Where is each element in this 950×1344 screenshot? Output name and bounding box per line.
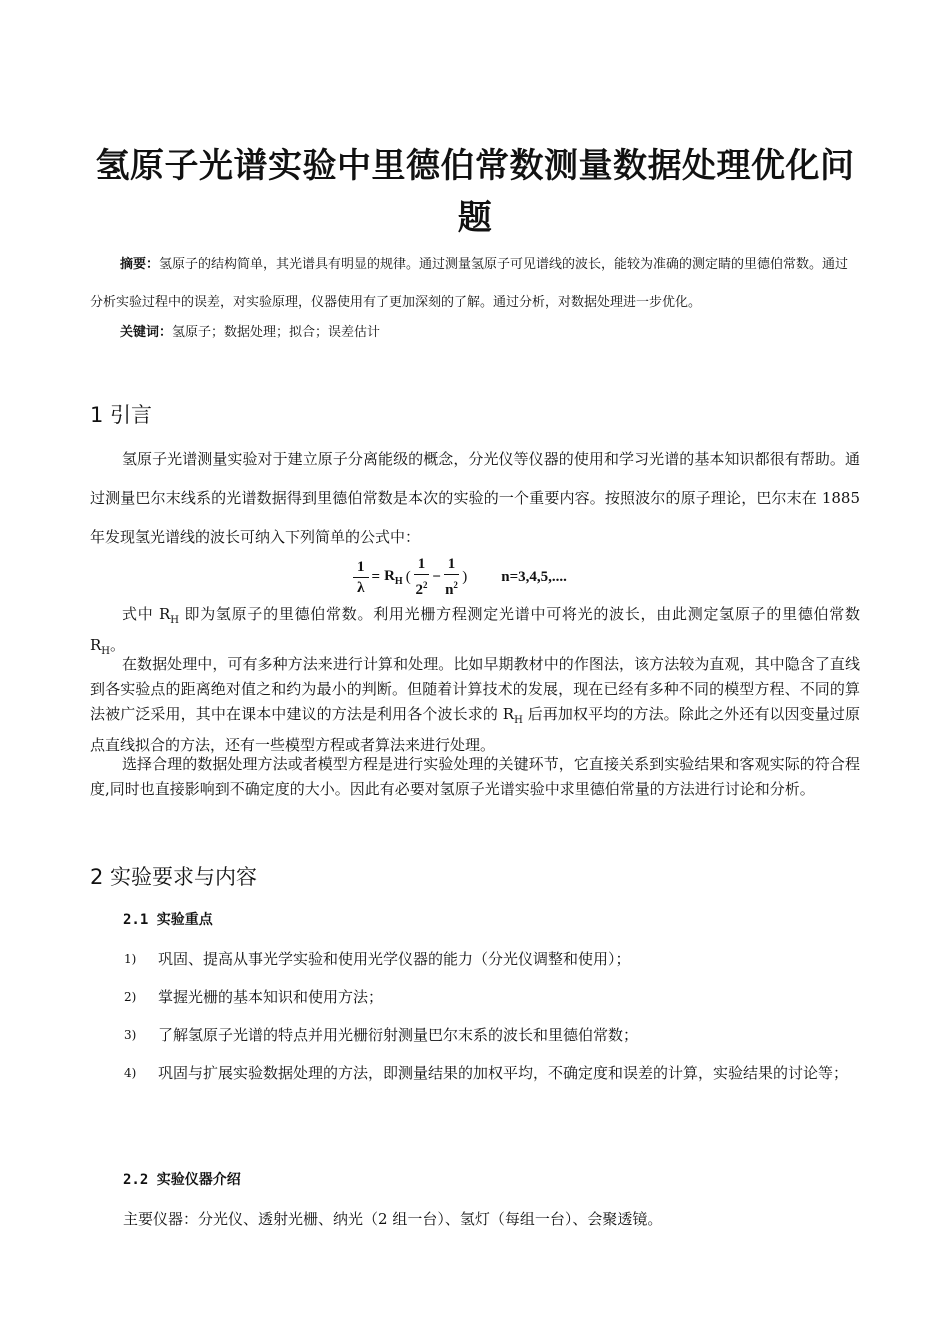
list-item: 2) 掌握光栅的基本知识和使用方法； [124, 988, 384, 1006]
keywords-label: 关键词： [120, 325, 173, 340]
section-2-heading: 2 实验要求与内容 [90, 865, 258, 889]
section-1-paragraph-2: 式中 $R_H$ 即为氢原子的里德伯常数。利用光栅方程测定光谱中可将光的波长，由此测定氢原子的里德伯常数 $R_H$。 [90, 605, 860, 657]
abstract [90, 246, 860, 322]
section-1-heading: 1 引言 [90, 403, 153, 427]
keywords-text: 氢原子；数据处理；拟合；误差估计 [172, 325, 381, 340]
formula-lhs-fraction [353, 557, 369, 598]
formula-equals: = [371, 568, 381, 585]
formula-open-paren: ( [405, 568, 411, 585]
formula-n-range: n=3,4,5,.... [501, 568, 567, 585]
formula-close-paren: ) [462, 568, 468, 585]
paper-title: 氢原子光谱实验中里德伯常数测量数据处理优化问题 [95, 146, 855, 238]
formula-lhs-denominator: λ [357, 579, 365, 596]
formula-fraction-2: $\frac{1}{n^2}$ [445, 556, 458, 598]
formula-fraction-1: $\frac{1}{2^2}$ [415, 556, 428, 598]
section-1-paragraph-4: 选择合理的数据处理方法或者模型方程是进行实验处理的关键环节，它直接关系到实验结果和客观实际的符合程度,同时也直接影响到不确定度的大小。因此有必要对氢原子光谱实验中求里德伯常量的方法进行讨论和分析。 [90, 755, 860, 798]
section-1-paragraph-1: 氢原子光谱测量实验对于建立原子分离能级的概念，分光仪等仪器的使用和学习光谱的基本知识都很有帮助。通过测量巴尔末线系的光谱数据得到里德伯常数是本次的实验的一个重要内容。按照波尔的原子理论，巴尔末在 1885 年发现氢光谱线的波长可纳入下列简单的公式中： [90, 450, 860, 546]
section-2-2-heading: 2.2 实验仪器介绍 [123, 1172, 241, 1188]
formula-rydberg: $R_H$ [384, 567, 403, 587]
keywords [120, 320, 380, 346]
instruments-text: 主要仪器：分光仪、透射光栅、纳光（2 组一台）、氢灯（每组一台）、会聚透镜。 [123, 1210, 663, 1228]
section-1-paragraph-3: 在数据处理中，可有多种方法来进行计算和处理。比如早期教材中的作图法，该方法较为直观，其中隐含了直线到各实验点的距离绝对值之和约为最小的判断。但随着计算技术的发展，现在已经有多种不同的模型方程、不同的算法被广泛采用，其中在课本中建议的方法是利用各个波长求的 $R_H$ 后再加权平均的方法。除此之外还有以因变量过原点直线拟合的方法，还有一些模型方程或者算法来进行处理。 [90, 655, 860, 754]
list-item: 4) 巩固与扩展实验数据处理的方法，即测量结果的加权平均，不确定度和误差的计算，实验结果的讨论等； [124, 1064, 849, 1082]
list-item: 3) 了解氢原子光谱的特点并用光栅衍射测量巴尔末系的波长和里德伯常数； [124, 1026, 639, 1044]
section-2-1-heading: 2.1 实验重点 [123, 912, 213, 928]
abstract-text: 氢原子的结构简单，其光谱具有明显的规律。通过测量氢原子可见谱线的波长，能较为准确的测定睛的里德伯常数。通过分析实验过程中的误差，对实验原理，仪器使用有了更加深刻的了解。通过分析，对数据处理进一步优化。 [90, 257, 849, 310]
key-points-list [90, 940, 860, 1092]
formula-minus: − [432, 568, 441, 585]
abstract-label: 摘要： [120, 257, 160, 272]
list-item: 1) 巩固、提高从事光学实验和使用光学仪器的能力（分光仪调整和使用）； [124, 950, 631, 968]
balmer-formula [350, 553, 650, 601]
formula-lhs-numerator: 1 [353, 557, 369, 578]
